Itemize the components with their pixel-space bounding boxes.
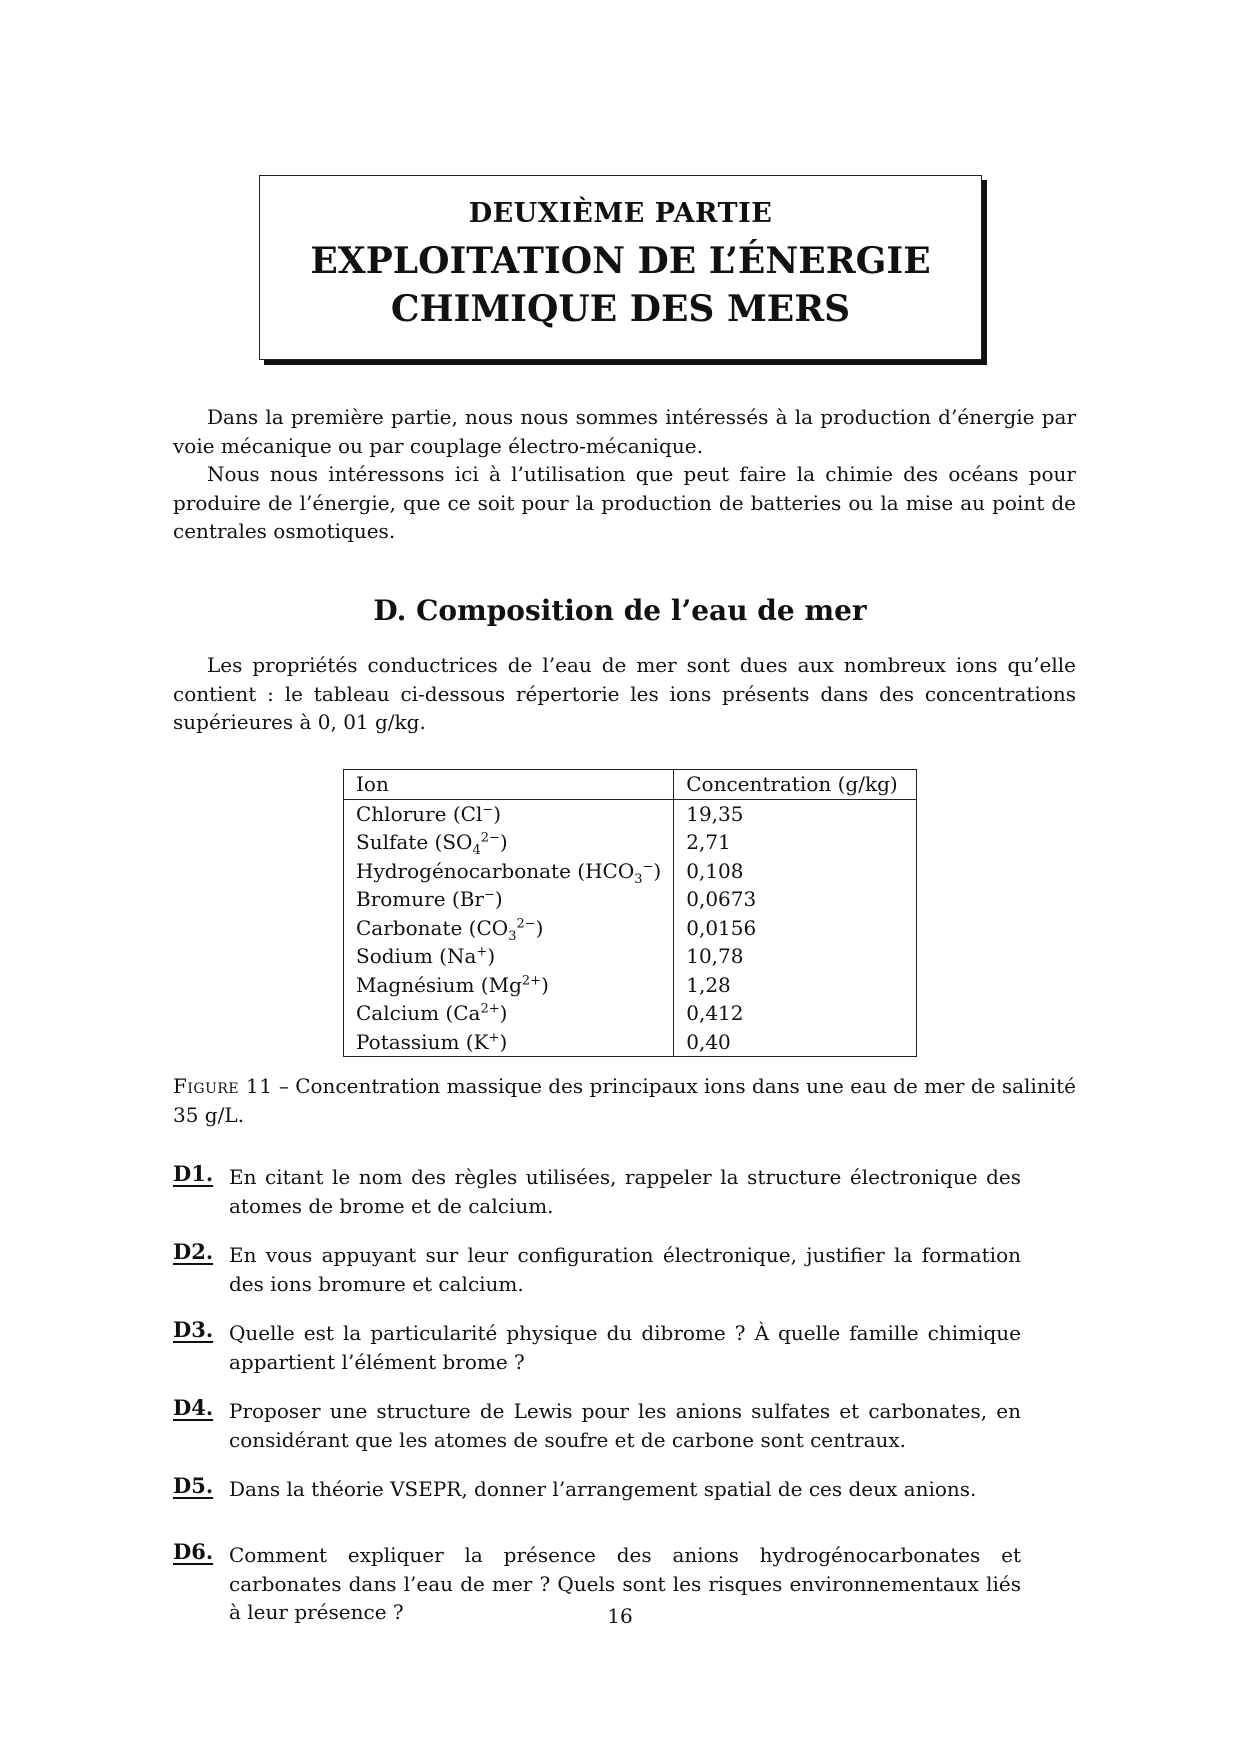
ion-subscript: 4 <box>472 843 481 858</box>
ion-charge: 2+ <box>521 972 542 988</box>
ion-subscript: 3 <box>634 871 643 887</box>
ion-charge: + <box>476 944 488 960</box>
table-row <box>344 1028 917 1057</box>
question-number: D3. <box>173 1317 214 1342</box>
table-row <box>344 914 917 943</box>
table-header-concentration: Concentration (g/kg) <box>674 770 917 800</box>
ion-charge: 2− <box>480 830 500 846</box>
concentration-cell: 0,0673 <box>674 885 917 914</box>
question-d1 <box>173 1163 1021 1220</box>
intro-paragraph-2: Nous nous intéressons ici à l’utilisation que peut faire la chimie des océans pour produire de l’énergie, que ce soit pour la production de batteries ou la mise au point de centrales osmotiques. <box>173 462 1076 543</box>
page-number: 16 <box>607 1604 633 1628</box>
ion-name: Sulfate <box>356 830 429 854</box>
concentration-cell: 0,40 <box>674 1028 917 1057</box>
ion-charge: − <box>642 858 654 874</box>
question-number: D4. <box>173 1395 214 1420</box>
question-text: Comment expliquer la présence des anions hydrogénocarbonates et carbonates dans l’eau de mer ? Quels sont les risques environnementaux liés à leur présence ? <box>229 1543 1021 1624</box>
question-text: En citant le nom des règles utilisées, rappeler la structure électronique des atomes de brome et de calcium. <box>229 1165 1021 1218</box>
ion-formula: CO <box>476 915 509 940</box>
question-number: D5. <box>173 1473 214 1498</box>
ion-formula: Ca <box>453 1001 481 1025</box>
part-title-box <box>259 175 982 360</box>
question-number: D2. <box>173 1239 214 1264</box>
ion-name-cell: Bromure (Br−) <box>344 885 674 914</box>
question-text: Quelle est la particularité physique du dibrome ? À quelle famille chimique appartient l’élément brome ? <box>229 1321 1021 1374</box>
table-row <box>344 971 917 1000</box>
table-row <box>344 799 917 828</box>
ion-name-cell: Calcium $(Ca^{2+})$ <box>344 999 674 1028</box>
question-d3 <box>173 1319 1021 1376</box>
ion-formula: Br <box>459 887 484 911</box>
figure-caption <box>173 1072 1076 1129</box>
ion-charge: 2+ <box>480 1001 500 1017</box>
ion-charge: 2− <box>516 915 536 931</box>
ion-name: Magnésium <box>356 972 475 997</box>
concentration-cell: 19,35 <box>674 799 917 828</box>
figure-caption-text: – Concentration massique des principaux ions dans une eau de mer de salinité 35 g/L. <box>173 1074 1076 1127</box>
ion-name-cell: Hydrogénocarbonate $(HCO_3^-)$ <box>344 857 674 886</box>
ion-name: Carbonate <box>356 915 463 940</box>
concentration-cell: 1,28 <box>674 971 917 1000</box>
intro-paragraph-1: Dans la première partie, nous nous sommes intéressés à la production d’énergie par voie mécanique ou par couplage électro-mécanique. <box>173 405 1076 458</box>
ion-charge: + <box>488 1029 500 1045</box>
part-label: DEUXIÈME PARTIE <box>468 198 773 229</box>
table-row <box>344 885 917 914</box>
ion-charge: − <box>483 887 495 903</box>
concentration-cell: 0,412 <box>674 999 917 1028</box>
ion-name-cell: Sodium (Na+) <box>344 942 674 971</box>
ion-name-cell: Carbonate $(CO_3^{2-})$ <box>344 914 674 943</box>
ion-formula: K <box>473 1029 489 1054</box>
question-d4 <box>173 1397 1021 1454</box>
ion-concentration-table <box>343 769 917 1057</box>
table-row <box>344 857 917 886</box>
part-title-line2: CHIMIQUE DES MERS <box>390 288 851 330</box>
question-number: D1. <box>173 1161 214 1186</box>
concentration-cell: 0,0156 <box>674 914 917 943</box>
ion-name-cell: Sulfate $(SO_4^{2-})$ <box>344 828 674 857</box>
section-paragraph: Les propriétés conductrices de l’eau de mer sont dues aux nombreux ions qu’elle contient : le tableau ci-dessous répertorie les ions présents dans des concentrations supérieures à 0, 01 g/kg. <box>173 653 1076 734</box>
table-row <box>344 828 917 857</box>
ion-formula: Cl <box>460 801 483 826</box>
question-text: En vous appuyant sur leur configuration électronique, justifier la formation des ions bromure et calcium. <box>229 1243 1021 1296</box>
ion-name: Calcium <box>356 1001 440 1025</box>
ion-name: Potassium <box>356 1029 460 1054</box>
ion-name-cell: Chlorure (Cl−) <box>344 799 674 828</box>
ion-formula: SO <box>442 830 473 854</box>
ion-charge: − <box>482 801 494 817</box>
concentration-cell: 10,78 <box>674 942 917 971</box>
ion-subscript: 3 <box>508 928 517 944</box>
ion-name: Bromure <box>356 887 446 911</box>
ion-name-cell: Potassium (K+) <box>344 1028 674 1057</box>
question-text: Proposer une structure de Lewis pour les anions sulfates et carbonates, en considérant que les atomes de soufre et de carbone sont centraux. <box>229 1399 1021 1452</box>
question-d2 <box>173 1241 1021 1298</box>
ion-formula: HCO <box>585 858 635 883</box>
table-row <box>344 999 917 1028</box>
table-row <box>344 942 917 971</box>
concentration-cell: 2,71 <box>674 828 917 857</box>
part-title-line1: EXPLOITATION DE L’ÉNERGIE <box>310 240 931 282</box>
question-text: Dans la théorie VSEPR, donner l’arrangement spatial de ces deux anions. <box>229 1477 977 1501</box>
section-title: D. Composition de l’eau de mer <box>373 594 867 627</box>
ion-name-cell: Magnésium $(Mg^{2+})$ <box>344 971 674 1000</box>
ion-name: Chlorure <box>356 801 447 826</box>
table-header-ion: Ion <box>344 770 674 800</box>
table-header-row <box>344 770 917 800</box>
ion-formula: Mg <box>488 972 522 997</box>
figure-label: Figure 11 <box>173 1074 273 1098</box>
ion-formula: Na <box>446 944 477 968</box>
concentration-cell: 0,108 <box>674 857 917 886</box>
question-d5 <box>173 1475 1021 1504</box>
ion-name: Sodium <box>356 944 433 968</box>
question-number: D6. <box>173 1539 214 1564</box>
ion-name: Hydrogénocarbonate <box>356 858 571 883</box>
